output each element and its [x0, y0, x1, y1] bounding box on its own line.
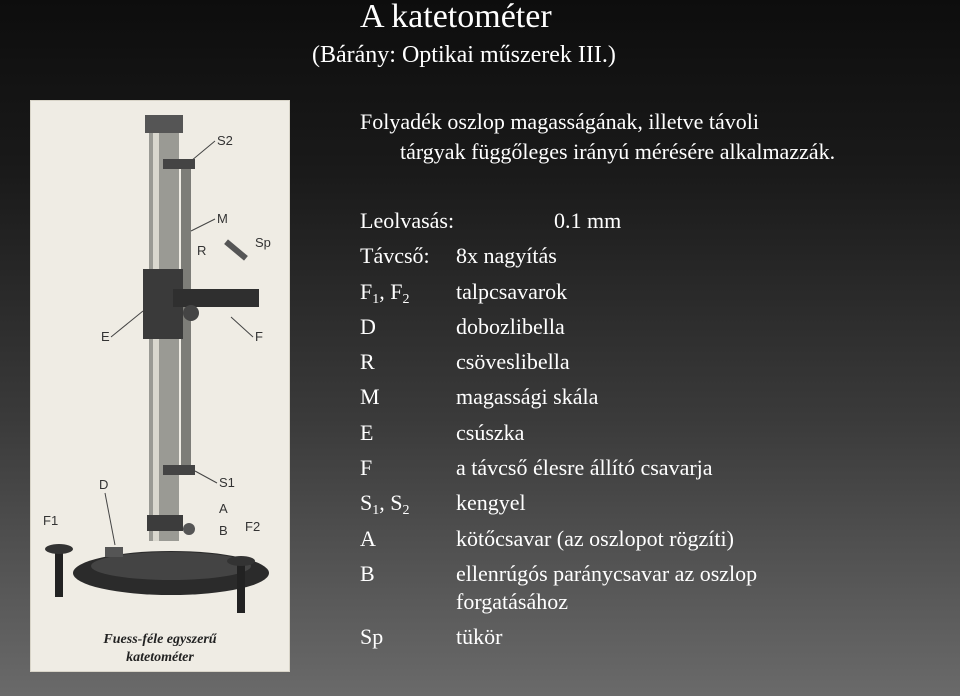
- kathetometer-drawing: [31, 101, 289, 671]
- legend-value: magassági skála: [456, 384, 599, 409]
- focus-knob: [183, 305, 199, 321]
- leader-f: [231, 317, 253, 337]
- leader-e: [111, 311, 143, 337]
- legend-value: a távcső élesre állító csavarja: [456, 455, 713, 480]
- telescope-value: 8x nagyítás: [456, 243, 557, 268]
- description-line-1: Folyadék oszlop magasságának, illetve távoli: [360, 109, 759, 134]
- screw-a: [183, 523, 195, 535]
- label-f: F: [255, 329, 263, 344]
- reading-label: Leolvasás:: [360, 208, 455, 233]
- label-f1: F1: [43, 513, 59, 528]
- leader-s1: [195, 471, 217, 483]
- legend-value-cont: forgatásához: [456, 589, 568, 614]
- legend-key: D: [360, 314, 376, 339]
- label-b: B: [219, 523, 228, 538]
- clamp-s1: [163, 465, 195, 475]
- mirror: [224, 239, 248, 260]
- legend-key: E: [360, 420, 374, 445]
- label-e: E: [101, 329, 110, 344]
- foot-left: [55, 549, 63, 597]
- slide-title: A katetométer: [360, 0, 552, 35]
- telescope-label: Távcső:: [360, 243, 430, 268]
- reading-value: 0.1 mm: [554, 208, 622, 233]
- leader-s2: [191, 141, 215, 161]
- caption-line-1: Fuess-féle egyszerű: [103, 632, 217, 647]
- kathetometer-illustration: [30, 100, 290, 672]
- legend-value: tükör: [456, 624, 503, 649]
- legend-key: Sp: [360, 624, 384, 649]
- knob-f1: [45, 544, 73, 554]
- legend-value: kötőcsavar (az oszlopot rögzíti): [456, 526, 734, 551]
- legend-value: talpcsavarok: [456, 279, 568, 304]
- label-s1: S1: [219, 475, 235, 490]
- legend-key: $S_1$, $S_2$: [360, 490, 410, 518]
- leader-m: [191, 219, 215, 231]
- label-m: M: [217, 211, 228, 226]
- legend-key: A: [360, 526, 376, 551]
- legend-value: dobozlibella: [456, 314, 565, 339]
- slide-subtitle: (Bárány: Optikai műszerek III.): [312, 42, 616, 68]
- box-level: [105, 547, 123, 557]
- leader-d: [105, 493, 115, 545]
- label-f2: F2: [245, 519, 261, 534]
- label-sp: Sp: [255, 235, 271, 250]
- label-a: A: [219, 501, 228, 516]
- lower-clamp: [147, 515, 183, 531]
- legend-key: $F_1$, $F_2$: [360, 279, 410, 307]
- label-d: D: [99, 477, 109, 492]
- legend-key: B: [360, 561, 375, 586]
- description: [360, 107, 920, 167]
- top-cap: [145, 115, 183, 133]
- clamp-s2: [163, 159, 195, 169]
- description-line-2: tárgyak függőleges irányú mérésére alkalmazzák.: [400, 139, 836, 164]
- legend-value: csúszka: [456, 420, 525, 445]
- legend-value: kengyel: [456, 490, 526, 515]
- caption-line-2: katetométer: [126, 650, 194, 665]
- legend-key: F: [360, 455, 373, 480]
- legend-value: csöveslibella: [456, 349, 570, 374]
- legend-value: ellenrúgós paránycsavar az oszlop: [456, 561, 758, 586]
- label-r: R: [197, 243, 207, 258]
- legend-key: R: [360, 349, 375, 374]
- foot-right: [237, 561, 245, 613]
- legend-key: M: [360, 384, 380, 409]
- knob-f2: [227, 556, 255, 566]
- telescope: [173, 289, 259, 307]
- label-s2: S2: [217, 133, 233, 148]
